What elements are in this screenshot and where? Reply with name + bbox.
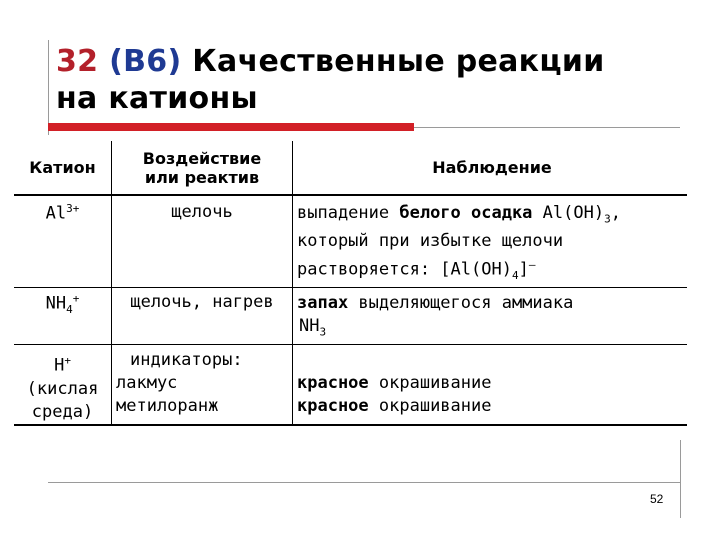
header-reagent-line1: Воздействие: [142, 148, 262, 168]
header-cation: Катион: [14, 141, 112, 195]
cation-charge: +: [72, 292, 80, 306]
cell-reagent: [112, 345, 293, 425]
cell-reagent: щелочь: [112, 195, 293, 288]
title-code: (B6): [109, 44, 182, 79]
reactions-table: [14, 141, 687, 426]
cell-observation: [293, 195, 688, 288]
reagent-line: лакмус: [116, 373, 178, 394]
page-number: 52: [650, 492, 664, 506]
reagent-line: индикаторы:: [130, 350, 243, 371]
frame-left-line: [48, 40, 49, 135]
reagent-line: метилоранж: [116, 396, 219, 417]
observation-line: красное окрашивание: [297, 396, 492, 417]
header-reagent-line2: или реактив: [144, 167, 260, 187]
cell-cation: [14, 288, 112, 345]
observation-line: растворяется: $[Al(OH)_4]^-$: [297, 258, 536, 283]
observation-line: выпадение белого осадка $Al(OH)_3$,: [297, 203, 621, 226]
cell-observation: [293, 288, 688, 345]
cation-charge: 3+: [66, 202, 80, 215]
cell-observation: [293, 345, 688, 425]
title-text: Качественные реакции: [192, 44, 605, 79]
header-observation: Наблюдение: [293, 141, 688, 195]
cell-reagent: щелочь, нагрев: [112, 288, 293, 345]
cell-cation: [14, 345, 112, 425]
table-row: [14, 288, 687, 345]
cell-cation: [14, 195, 112, 288]
observation-line: запах выделяющегося аммиака: [297, 293, 574, 314]
table-row: [14, 345, 687, 425]
cation-line: H+: [54, 354, 71, 377]
title-underline-bar: [48, 123, 414, 131]
title-underline-rule: [414, 127, 680, 128]
cation-symbol: Al: [45, 203, 67, 224]
table-header-row: [14, 141, 687, 195]
title-line2: на катионы: [56, 81, 258, 116]
observation-line: который при избытке щелочи: [297, 231, 564, 252]
frame-bottom-line: [48, 482, 680, 483]
cation-subscript: 4: [66, 303, 73, 317]
table-row: [14, 195, 687, 288]
observation-line: красное окрашивание: [297, 373, 492, 394]
observation-line: $NH_3$: [299, 316, 327, 339]
cation-line: среда): [31, 402, 94, 423]
slide-title: [56, 43, 696, 117]
title-number: 32: [56, 44, 99, 79]
header-reagent: [112, 141, 293, 195]
cation-symbol: NH: [45, 294, 67, 315]
frame-right-line: [680, 440, 681, 518]
cation-line: (кислая: [26, 379, 99, 400]
